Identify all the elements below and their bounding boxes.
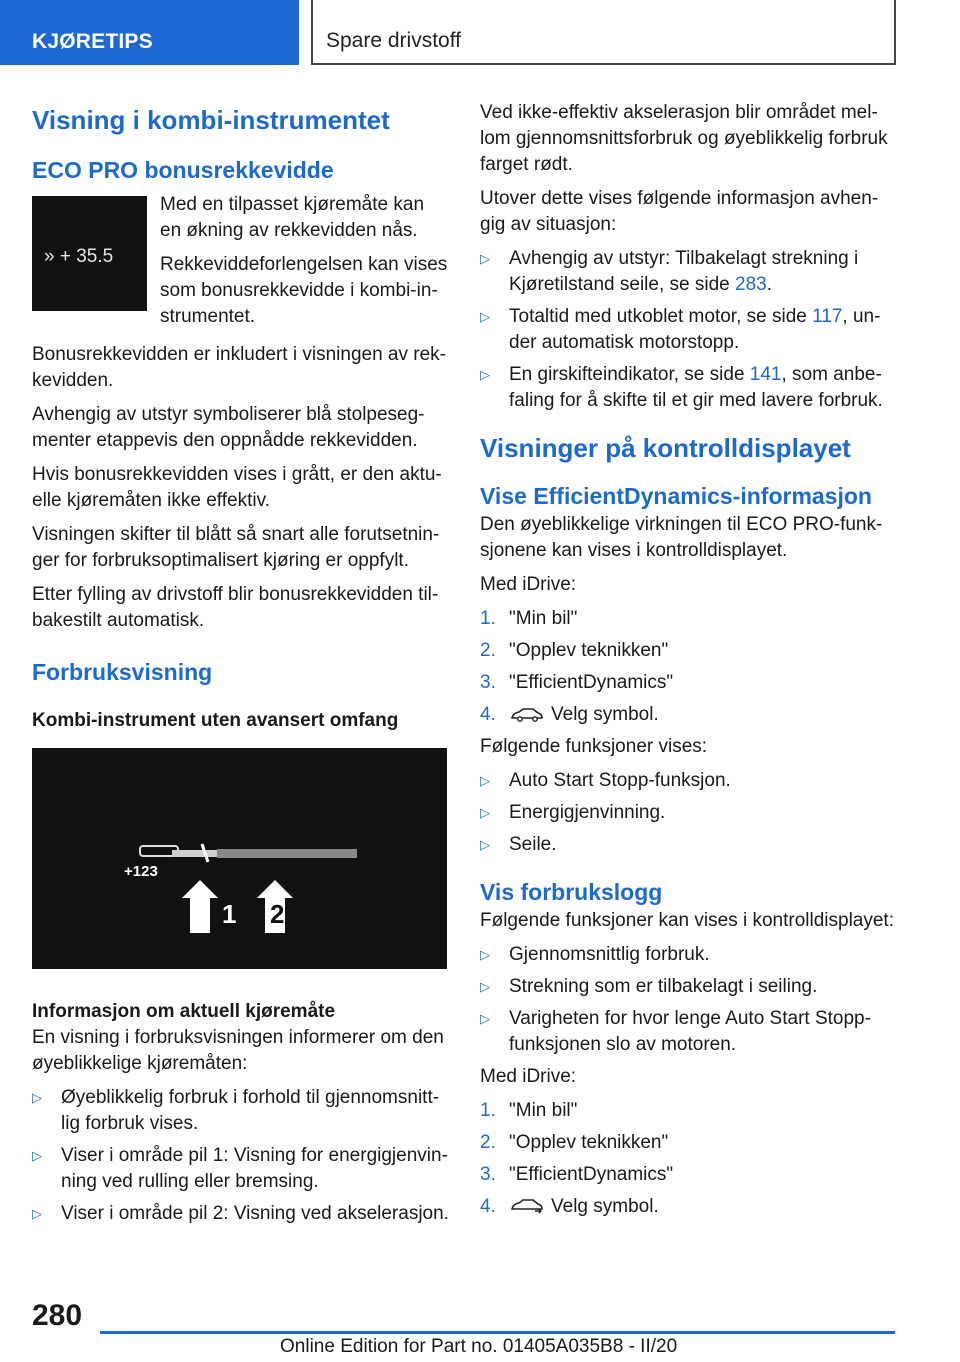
paragraph: Utover dette vises følgende informasjon avhen-gig av situasjon: — [480, 188, 879, 235]
triangle-bullet-icon: ▷ — [480, 837, 490, 852]
page-link-141[interactable]: 141 — [749, 364, 782, 385]
triangle-bullet-icon: ▷ — [480, 805, 490, 820]
edition-text: Online Edition for Part no. 01405A035B8 - II/20 — [280, 1336, 678, 1357]
consumption-display-graphic — [32, 748, 447, 969]
triangle-bullet-icon: ▷ — [480, 367, 490, 382]
list-item: ▷ Viser i område pil 1: Visning for energigjenvin-ning ved rulling eller bremsing. — [32, 1145, 448, 1192]
list-item: 2. "Opplev teknikken" — [480, 1132, 669, 1153]
list-item: 2. "Opplev teknikken" — [480, 640, 669, 661]
list-item: ▷ Auto Start Stopp-funksjon. — [480, 768, 898, 794]
steps-list-2 — [480, 1098, 898, 1220]
paragraph: Hvis bonusrekkevidden vises i grått, er den aktu-elle kjøremåten ikke effektiv. — [32, 464, 442, 511]
right-column — [480, 100, 898, 1226]
triangle-bullet-icon: ▷ — [480, 1011, 490, 1026]
list-item: 4. Velg symbol. — [480, 704, 659, 725]
triangle-bullet-icon: ▷ — [480, 251, 490, 266]
list-item: ▷ Avhengig av utstyr: Tilbakelagt strekning i Kjøretilstand seile, se side 283. — [480, 248, 859, 295]
list-item: 3. "EfficientDynamics" — [480, 672, 674, 693]
triangle-bullet-icon: ▷ — [480, 979, 490, 994]
paragraph: Etter fylling av drivstoff blir bonusrekkevidden til-bakestilt automatisk. — [32, 584, 439, 631]
page-link-283[interactable]: 283 — [735, 274, 767, 295]
steps-list-1 — [480, 606, 898, 728]
log-bullets — [480, 942, 898, 1058]
list-item: ▷ Øyeblikkelig forbruk i forhold til gjennomsnitt-lig forbruk vises. — [32, 1087, 440, 1134]
list-item: 1. "Min bil" — [480, 608, 578, 629]
chapter-title: Spare drivstoff — [311, 0, 896, 65]
paragraph: Visningen skifter til blått så snart alle forutsetnin-ger for forbruksoptimalisert kjøring er oppfylt. — [32, 524, 440, 571]
eco-display-image — [32, 196, 147, 311]
eco-side-text — [160, 192, 450, 338]
eco-heading: ECO PRO bonusrekkevidde — [32, 157, 334, 183]
list-item: 3. "EfficientDynamics" — [480, 1164, 674, 1185]
list-item: ▷ Totaltid med utkoblet motor, se side 117, un-der automatisk motorstopp. — [480, 306, 881, 353]
triangle-bullet-icon: ▷ — [32, 1148, 42, 1163]
left-column — [32, 100, 450, 1233]
paragraph: Avhengig av utstyr symboliserer blå stolpeseg-menter etappevis den oppnådde rekkevidden. — [32, 404, 425, 451]
list-item: ▷ Seile. — [480, 832, 898, 858]
page-link-117[interactable]: 117 — [812, 306, 843, 327]
triangle-bullet-icon: ▷ — [480, 309, 490, 324]
functions-bullets — [480, 768, 898, 858]
list-item: ▷ Varigheten for hvor lenge Auto Start Stopp-funksjonen slo av motoren. — [480, 1008, 871, 1055]
section-heading: Visning i kombi-instrumentet — [32, 105, 390, 135]
paragraph: Den øyeblikkelige virkningen til ECO PRO-funk-sjonene kan vises i kontrolldisplayet. — [480, 514, 883, 561]
paragraph: Ved ikke-effektiv akselerasjon blir området mel-lom gjennomsnittsforbruk og øyeblikkelig forbruk farget rødt. — [480, 102, 888, 175]
list-item: ▷ En girskifteindikator, se side 141, som anbe-faling for å skifte til et gir med lavere forbruk. — [480, 364, 883, 411]
info-bullets — [32, 1085, 450, 1227]
triangle-bullet-icon: ▷ — [32, 1206, 42, 1221]
display-value: +123 — [124, 863, 158, 880]
triangle-bullet-icon: ▷ — [480, 947, 490, 962]
info-heading: Informasjon om aktuell kjøremåte — [32, 1001, 336, 1022]
paragraph: Følgende funksjoner vises: — [480, 736, 708, 757]
list-item: ▷ Strekning som er tilbakelagt i seiling. — [480, 974, 898, 1000]
paragraph: Bonusrekkevidden er inkludert i visningen av rek-kevidden. — [32, 344, 446, 391]
eco-block — [32, 192, 450, 338]
kombi-heading: Kombi-instrument uten avansert omfang — [32, 710, 399, 731]
footer-rule — [100, 1331, 895, 1334]
list-item: ▷ Energigjenvinning. — [480, 800, 898, 826]
list-item: ▷ Viser i område pil 2: Visning ved akselerasjon. — [32, 1201, 450, 1227]
paragraph: Følgende funksjoner kan vises i kontrolldisplayet: — [480, 910, 894, 931]
situation-bullets — [480, 246, 898, 414]
consumption-bar-segment — [217, 849, 357, 858]
paragraph: En visning i forbruksvisningen informerer om den øyeblikkelige kjøremåten: — [32, 1027, 444, 1074]
section-tab: KJØRETIPS — [0, 0, 299, 65]
forbruk-heading: Forbruksvisning — [32, 659, 213, 685]
triangle-bullet-icon: ▷ — [480, 773, 490, 788]
control-display-heading: Visninger på kontrolldisplayet — [480, 433, 851, 463]
car-leaf-icon — [509, 706, 545, 724]
paragraph: Med iDrive: — [480, 574, 577, 595]
eco-display-text: » + 35.5 — [44, 246, 114, 267]
consumption-display-image — [32, 748, 447, 969]
consumption-log-heading: Vis forbrukslogg — [480, 879, 663, 905]
list-item: ▷ Gjennomsnittlig forbruk. — [480, 942, 898, 968]
list-item: 1. "Min bil" — [480, 1100, 578, 1121]
list-item: 4. Velg symbol. — [480, 1196, 659, 1217]
arrow-1-label: 1 — [222, 899, 237, 929]
paragraph: Med iDrive: — [480, 1066, 577, 1087]
triangle-bullet-icon: ▷ — [32, 1090, 42, 1105]
arrow-2-label: 2 — [270, 899, 285, 929]
paragraph: Med en tilpasset kjøremåte kan en økning av rekkevidden nås. — [160, 194, 425, 241]
page-number: 280 — [32, 1299, 83, 1332]
efficient-dynamics-heading: Vise EfficientDynamics-informasjon — [480, 483, 872, 509]
paragraph: Rekkeviddeforlengelsen kan vises som bonusrekkevidde i kombi-in-strumentet. — [160, 254, 448, 327]
car-log-icon — [509, 1198, 545, 1216]
